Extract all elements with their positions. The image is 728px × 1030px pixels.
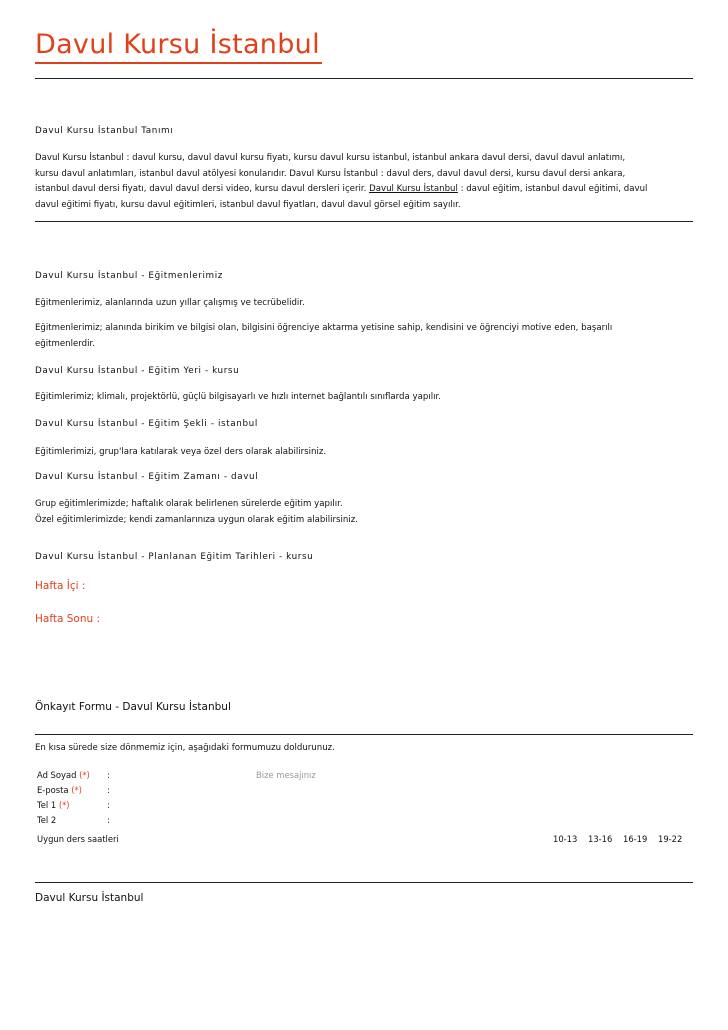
tel2-colon: :: [107, 815, 110, 825]
title-underline: [35, 62, 322, 64]
description-line-3-prefix: istanbul davul dersi fiyatı, davul davul dersi video, kursu davul dersleri içerir.: [35, 184, 370, 194]
name-colon: :: [107, 770, 110, 780]
trainers-heading: Davul Kursu İstanbul - Eğitmenlerimiz: [35, 271, 223, 281]
time-p2: Özel eğitimlerimizde; kendi zamanlarınıza uygun olarak eğitim alabilirsiniz.: [35, 514, 358, 525]
tel1-required-mark: (*): [58, 800, 70, 810]
description-line-3: [35, 182, 695, 198]
time-paragraph: [35, 497, 695, 528]
divider: [35, 734, 693, 735]
time-p1: Grup eğitimlerimizde; haftalık olarak belirlenen sürelerde eğitim yapılır.: [35, 499, 343, 509]
divider: [35, 78, 693, 79]
weekday-label: Hafta İçi :: [35, 580, 86, 592]
description-line-3-suffix: : davul eğitim, istanbul davul eğitimi, davul: [457, 184, 648, 194]
place-p1: Eğitimlerimiz; klimalı, projektörlü, güçlü bilgisayarlı ve hızlı internet bağlantılı sınıflarda yapılır.: [35, 392, 441, 402]
email-required-mark: (*): [71, 785, 82, 795]
time-slot-19-22[interactable]: 19-22: [658, 834, 683, 844]
name-required-mark: (*): [79, 770, 90, 780]
tel2-label: Tel 2: [37, 815, 57, 825]
time-slot-10-13[interactable]: 10-13: [553, 834, 578, 844]
tel2-input[interactable]: [115, 812, 240, 826]
tel1-colon: :: [107, 800, 110, 810]
name-label-text: Ad Soyad: [37, 770, 77, 780]
description-heading: Davul Kursu İstanbul Tanımı: [35, 126, 174, 136]
footer-title: Davul Kursu İstanbul: [35, 892, 144, 904]
description-paragraph: [35, 151, 695, 213]
email-label-text: E-posta: [37, 785, 69, 795]
divider: [35, 221, 693, 222]
email-input[interactable]: [115, 782, 240, 796]
divider: [35, 882, 693, 883]
form-title: Önkayıt Formu - Davul Kursu İstanbul: [35, 701, 231, 713]
time-heading: Davul Kursu İstanbul - Eğitim Zamanı - davul: [35, 472, 259, 482]
trainers-p2-line-2: eğitmenlerdir.: [35, 338, 95, 349]
tel1-label-text: Tel 1: [37, 800, 57, 810]
email-colon: :: [107, 785, 110, 795]
email-label: [37, 785, 82, 795]
place-heading: Davul Kursu İstanbul - Eğitim Yeri - kursu: [35, 366, 240, 376]
name-input[interactable]: [115, 767, 240, 781]
description-line-1: Davul Kursu İstanbul : davul kursu, davul davul kursu fiyatı, kursu davul kursu istanbul, istanbul ankara davul dersi, davul davul anlatımı,: [35, 153, 626, 163]
page-title: Davul Kursu İstanbul: [35, 29, 320, 60]
weekend-label: Hafta Sonu :: [35, 613, 101, 625]
format-heading: Davul Kursu İstanbul - Eğitim Şekli - istanbul: [35, 419, 258, 429]
trainers-p1: Eğitmenlerimiz, alanlarında uzun yıllar çalışmış ve tecrübelidir.: [35, 298, 305, 308]
tel1-input[interactable]: [115, 797, 240, 811]
trainers-p2: [35, 321, 695, 352]
name-label: [37, 770, 90, 780]
format-p1: Eğitimlerimizi, grup'lara katılarak veya özel ders olarak alabilirsiniz.: [35, 447, 327, 457]
davul-kursu-link[interactable]: Davul Kursu İstanbul: [369, 184, 458, 194]
schedule-heading: Davul Kursu İstanbul - Planlanan Eğitim Tarihleri - kursu: [35, 552, 314, 562]
trainers-p2-line-1: Eğitmenlerimiz; alanında birikim ve bilgisi olan, bilgisini öğrenciye aktarma yetisine sahip, kendisini ve öğrenciyi motive eden, başarılı: [35, 323, 613, 333]
time-slot-16-19[interactable]: 16-19: [623, 834, 648, 844]
hours-label: Uygun ders saatleri: [37, 834, 119, 844]
tel1-label: [37, 800, 70, 810]
description-line-4: davul eğitimi fiyatı, kursu davul eğitimleri, istanbul davul fiyatları, davul davul görsel eğitim sayılır.: [35, 199, 461, 210]
form-intro: En kısa sürede size dönmemiz için, aşağıdaki formumuzu doldurunuz.: [35, 743, 335, 753]
time-slot-13-16[interactable]: 13-16: [588, 834, 613, 844]
description-line-2: kursu davul anlatımları, istanbul davul atölyesi konularıdır. Davul Kursu İstanbul : davul ders, davul davul dersi, kursu davul dersi ankara,: [35, 168, 626, 179]
message-textarea[interactable]: Bize mesajınız: [256, 770, 316, 780]
